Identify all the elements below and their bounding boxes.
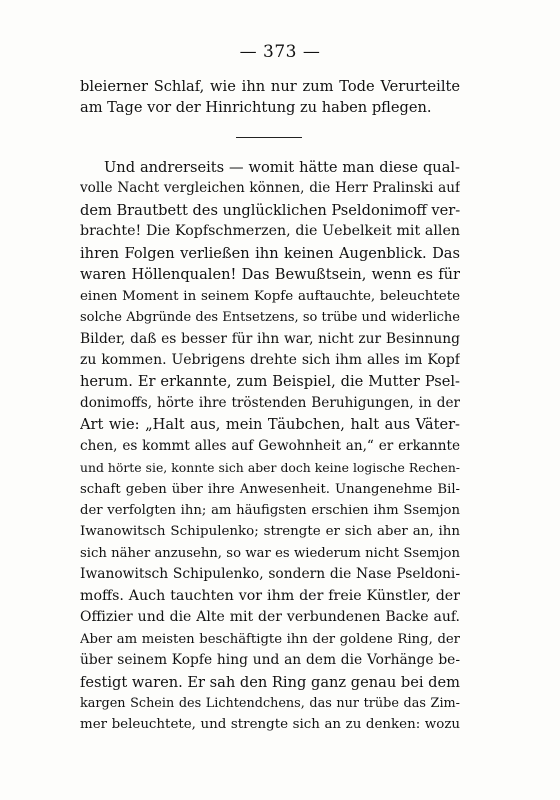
text-line: ihren Folgen verließen ihn keinen Augenblick. Das <box>80 244 460 262</box>
text-line: festigt waren. Er sah den Ring ganz genau bei dem <box>80 673 460 691</box>
text-line: Und andrerseits — womit hätte man diese qual- <box>104 159 460 176</box>
text-line: Aber am meisten beschäftigte ihn der goldene Ring, der <box>80 631 460 647</box>
text-line: Art wie: „Halt aus, mein Täubchen, halt aus Väter- <box>80 416 460 434</box>
text-line: moffs. Auch tauchten vor ihm der freie Künstler, der <box>80 587 460 604</box>
paragraph-main <box>80 157 460 736</box>
paragraph-continued <box>80 76 460 119</box>
text-line: schaft geben über ihre Anwesenheit. Unangenehme Bil- <box>80 481 460 497</box>
text-line: herum. Er erkannte, zum Beispiel, die Mutter Psel- <box>80 373 460 391</box>
text-line: Iwanowitsch Schipulenko, sondern die Nase Pseldoni- <box>80 566 460 583</box>
text-line: kargen Schein des Lichtendchens, das nur trübe das Zim- <box>80 695 460 711</box>
text-line: chen, es kommt alles auf Gewohnheit an,“ er erkannte <box>80 437 460 454</box>
text-line: brachte! Die Kopfschmerzen, die Uebelkeit mit allen <box>80 223 460 240</box>
text-line: über seinem Kopfe hing und an dem die Vorhänge be- <box>80 652 460 669</box>
text-line: der verfolgten ihn; am häufigsten erschien ihm Ssemjon <box>80 503 460 518</box>
text-line: am Tage vor der Hinrichtung zu haben pflegen. <box>80 99 432 117</box>
text-line: Offizier und die Alte mit der verbundenen Backe auf. <box>80 609 460 626</box>
page-number: — 373 — <box>239 42 321 62</box>
text-line: solche Abgründe des Entsetzens, so trübe und widerliche <box>80 310 460 326</box>
text-line: mer beleuchtete, und strengte sich an zu denken: wozu <box>80 717 460 733</box>
text-line: und hörte sie, konnte sich aber doch keine logische Rechen- <box>80 460 460 476</box>
text-line: volle Nacht vergleichen können, die Herr Pralinski auf <box>80 180 460 197</box>
text-line: zu kommen. Uebrigens drehte sich ihm alles im Kopf <box>80 351 460 368</box>
text-line: waren Höllenqualen! Das Bewußtsein, wenn es für <box>80 266 460 284</box>
text-line: einen Moment in seinem Kopfe auftauchte, beleuchtete <box>80 288 460 304</box>
text-line: dem Brautbett des unglücklichen Pseldonimoff ver- <box>80 201 460 219</box>
text-line: sich näher anzusehn, so war es wiederum nicht Ssemjon <box>80 545 460 561</box>
text-line: Bilder, daß es besser für ihn war, nicht zur Besinnung <box>80 330 460 347</box>
section-separator <box>236 137 302 138</box>
text-line: Iwanowitsch Schipulenko; strengte er sich aber an, ihn <box>80 524 460 540</box>
text-line: bleierner Schlaf, wie ihn nur zum Tode Verurteilte <box>80 78 460 95</box>
text-line: donimoffs, hörte ihre tröstenden Beruhigungen, in der <box>80 394 460 411</box>
